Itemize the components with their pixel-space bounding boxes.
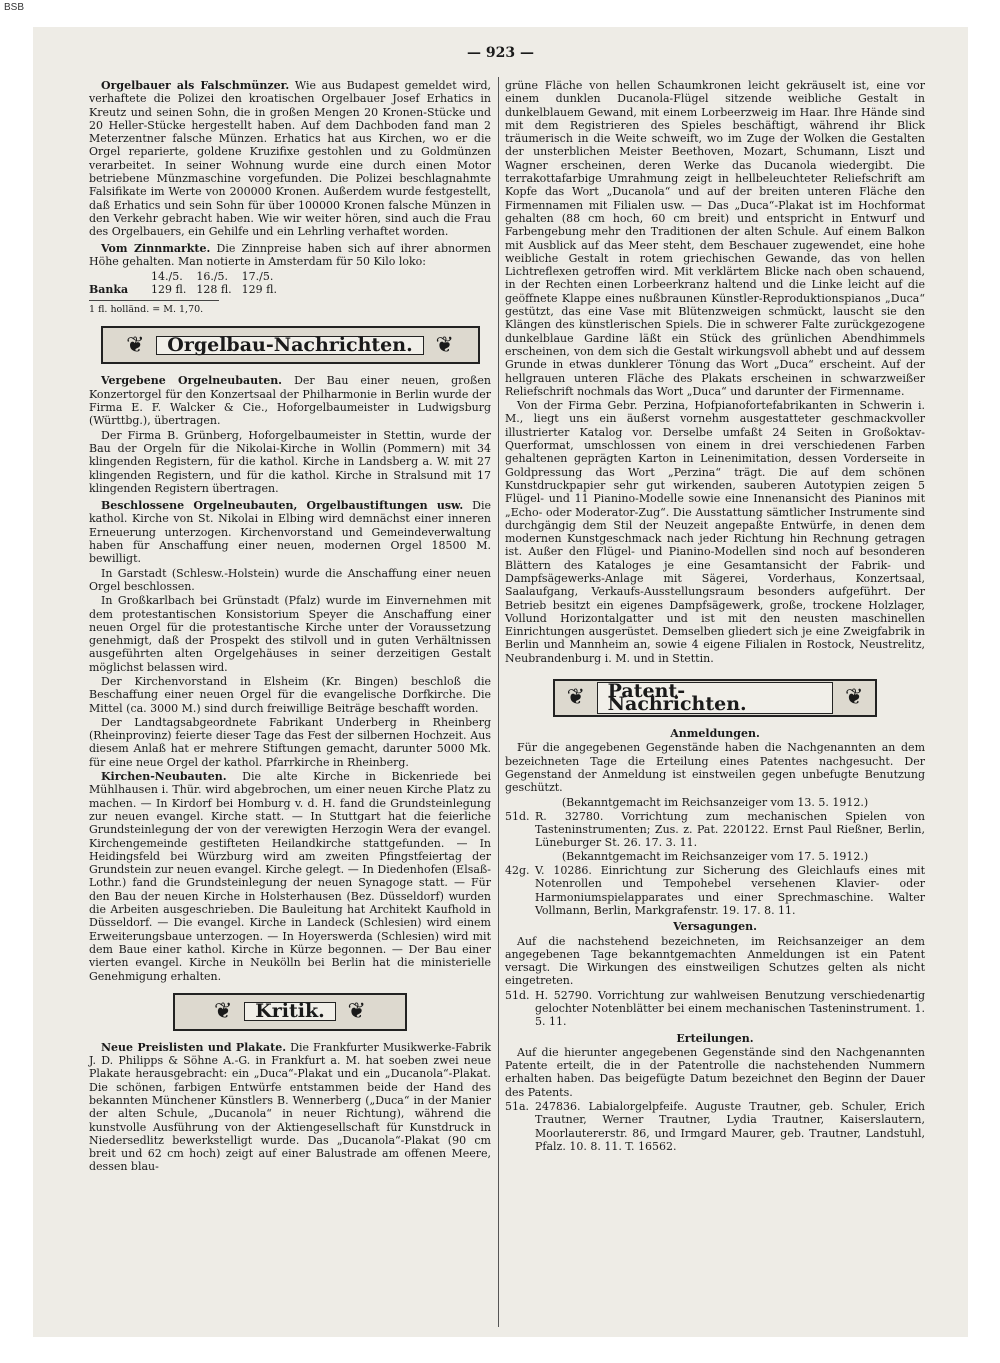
patent-text: V. 10286. Einrichtung zur Sicherung des Gleichlaufs eines mit Notenrollen und Tempohebel versehenen Klavier- oder Harmoniumspielapparates und einer Sprechmaschine. Walter Vollmann, Berlin, Markgrafenstr. 19. 17. 8. 11. <box>535 864 925 917</box>
section-banner-patent <box>553 679 877 717</box>
article-title: Neue Preislisten und Plakate. <box>101 1040 287 1054</box>
paragraph: In Garstadt (Schlesw.-Holstein) wurde die Anschaffung einer neuen Orgel beschlossen. <box>89 566 491 593</box>
article-title: Vergebene Orgelneubauten. <box>101 374 283 388</box>
patent-class: 51d. <box>505 988 530 1002</box>
paragraph: Für die angegebenen Gegenstände haben die Nachgenannten an dem bezeichneten Tage die Erteilung eines Patentes nachgesucht. Der Gegenstand der Anmeldung ist einstweilen gegen unbefugte Benutzung geschützt. <box>505 741 925 795</box>
library-watermark: BSB <box>4 2 25 13</box>
article-beschlossene <box>89 499 491 565</box>
right-column <box>505 79 925 1153</box>
row-label: Banka <box>89 283 129 297</box>
footnote-rule <box>89 300 219 301</box>
patent-class: 51d. <box>505 809 530 823</box>
patent-entry <box>505 864 925 917</box>
patent-text: R. 32780. Vorrichtung zum mechanischen Spielen von Tasteninstrumenten; Zus. z. Pat. 220122. Ernst Paul Rießner, Berlin, Lüneburger St. 26. 17. 3. 11. <box>535 809 925 850</box>
article-vergebene <box>89 374 491 427</box>
section-banner-kritik <box>173 993 407 1031</box>
article-orgelbauer <box>89 79 491 239</box>
article-title: Vom Zinnmarkte. <box>101 241 211 255</box>
table-header-row <box>89 270 287 283</box>
date-cell: 17./5. <box>241 270 274 284</box>
article-kirchen <box>89 770 491 983</box>
article-title: Kirchen-Neubauten. <box>101 770 227 784</box>
price-cell: 128 fl. <box>196 283 232 297</box>
section-title: Kritik. <box>244 1002 336 1021</box>
article-body: Die kathol. Kirche von St. Nikolai in Elbing wird demnächst einer inneren Erneuerung unterzogen. Kirchenvorstand und Gemeindeverwaltung haben für Anschaffung einer neuen, modernen Orgel 18500 M. bewilligt. <box>89 499 491 566</box>
article-body: Die Zinnpreise haben sich auf ihrer abnormen Höhe gehalten. Man notierte in Amsterdam für 50 Kilo loko: <box>89 241 491 268</box>
paragraph: Auf die nachstehend bezeichneten, im Reichsanzeiger an dem angegebenen Tage bekanntgemachten Anmeldungen ist ein Patent versagt. Die Wirkungen des einstweiligen Schutzes gelten als nicht eingetreten. <box>505 934 925 988</box>
subheading-versagungen: Versagungen. <box>673 920 757 934</box>
patent-text: 247836. Labialorgelpfeife. Auguste Trautner, geb. Schuler, Erich Trautner, Werner Trautner, Lydia Trautner, Kaiserslautern, Moorlautererstr. 86, und Irmgard Maurer, geb. Trautner, Landstuhl, Pfalz. 10. 8. 11. T. 16562. <box>535 1100 925 1153</box>
footnote: 1 fl. holländ. = M. 1,70. <box>89 304 204 316</box>
table-row <box>89 283 287 296</box>
column-divider <box>498 77 499 1327</box>
article-perzina: Von der Firma Gebr. Perzina, Hofpianofortefabrikanten in Schwerin i. M., liegt uns ein äußerst vornehm ausgestatteter geschmackvoller illustrierter Katalog vor. Derselbe umfaßt 24 Seiten in Großoktav-Querformat, umschlossen von einem in drei verschiedenen Farben gehaltenen geprägten Karton in Leinenimitation, dessen Vorderseite in Goldpressung das Wort „Perzina“ trägt. Die auf dem schönen Kunstdruckpapier sehr gut wirkenden, sauberen Autotypien zeigen 5 Flügel- und 11 Pianino-Modelle sowie eine Innenansicht des Pianinos mit „Echo- oder Moderator-Zug“. Die Ausstattung sämtlicher Instrumente sind durchgängig dem Stil der Neuzeit angepaßte Entwürfe, in denen dem modernen Kunstgeschmack nach jeder Richtung hin Rechnung getragen ist. Außer den Flügel- und Pianino-Modellen sind noch auf besonderen Blättern des Kataloges je eine Gesamtansicht der Fabrik- und Dampfsägewerks-Anlage mit Sägerei, Vorderhaus, Konzertsaal, Saalaufgang, Verkaufs-Ausstellungsraum besonders aufgeführt. Der Betrieb besitzt ein eigenes Dampfsägewerk, große, trockene Holzlager, Vollund Horizontalgatter und ist mit den neusten maschinellen Einrichtungen ausgerüstet. Demselben gliedert sich je eine Zweigfabrik in Berlin und Mannheim an, sowie 4 eigene Filialen in Rostock, Neustrelitz, Neubrandenburg i. M. und in Stettin. <box>505 399 925 665</box>
section-title: Orgelbau-Nachrichten. <box>156 336 423 355</box>
article-body: Die Frankfurter Musikwerke-Fabrik J. D. Philipps & Söhne A.-G. in Frankfurt a. M. hat soeben zwei neue Plakate herausgebracht: ein „Duca“-Plakat und ein „Ducanola“-Plakat. Die schönen, farbigen Entwürfe entstammen beide der Hand des bekannten Münchener Künstlers B. Wennerberg („Duca“ in der Manier der alten Schule, „Ducanola“ in neuer Richtung), während die kunstvolle Ausführung von der Aktiengesellschaft für Kunstdruck in Niedersedlitz bewerkstelligt wurde. Das „Ducanola“-Plakat (90 cm breit und 62 cm hoch) zeigt auf einer Balustrade am offenen Meere, dessen blau- <box>89 1040 492 1174</box>
article-continuation: grüne Fläche von hellen Schaumkronen leicht gekräuselt ist, eine vor einem dunklen Ducanola-Flügel sitzende weibliche Gestalt in dunkelblauem Gewand, mit einem Lorbeerzweig im Haar. Ihre Hände sind mit dem Registrieren des Spieles beschäftigt, während ihr Blick träumerisch in die Weite schweift, wo im Zuge der Wolken die Gestalten der unsterblichen Meister Beethoven, Mozart, Schumann, Liszt und Wagner erscheinen, deren Werke das Ducanola wiedergibt. Die terrakottafarbige Umrahmung zeigt in hellbeleuchteter Reliefschrift am Kopfe das Wort „Ducanola“ und auf der breiten unteren Fläche den Firmennamen mit Filialen usw. — Das „Duca“-Plakat ist im Hochformat gehalten (88 cm hoch, 60 cm breit) und entspricht in Entwurf und Farbengebung mehr den Traditionen der alten Schule. Auf einem Balkon mit Ausblick auf das Meer steht, dem Beschauer zugewendet, eine hohe weibliche Gestalt in rotem griechischen Gewande, das von hellen Lichtreflexen getroffen wird. Mit verklärtem Blicke nach oben schauend, in der Rechten einen Lorbeerkranz haltend und die Linke leicht auf die geöffnete Klappe eines nußbraunen Künstler-Reproduktionspianos „Duca“ gestützt, das eine Vase mit Blütenzweigen schmückt, lauscht sie den Klängen des künstlerischen Spiels. Die in schwerer Falte zurückgezogene dunkelblaue Gardine läßt ein Stück des grünlichen Abendhimmels erscheinen, von dem sich die Gestalt wirkungsvoll abhebt und auf dessem Grunde in etwas dunklerer Tönung das Wort „Duca“ erscheint. Auf der hellgrauen unteren Fläche des Plakats erscheinen in schwarzweißer Reliefschrift nochmals das Wort „Duca“ und darunter der Firmenname. <box>505 79 925 398</box>
paragraph: Der Kirchenvorstand in Elsheim (Kr. Bingen) beschloß die Beschaffung einer neuen Orgel für die evangelische Dorfkirche. Die Mittel (ca. 3000 M.) sind durch freiwillige Beiträge beschafft worden. <box>89 674 491 715</box>
ornament-icon: ❦ <box>214 999 233 1025</box>
patent-entry <box>505 810 925 850</box>
date-cell: 14./5. <box>151 270 183 284</box>
newspaper-page <box>33 27 968 1337</box>
section-banner-orgelbau <box>101 326 480 364</box>
date-cell: 16./5. <box>196 270 229 284</box>
article-title: Orgelbauer als Falschmünzer. <box>101 79 290 92</box>
patent-entry <box>505 989 925 1029</box>
paragraph: Der Firma B. Grünberg, Hoforgelbaumeister in Stettin, wurde der Bau der Orgeln für die Nikolai-Kirche in Wollin (Pommern) mit 34 klingenden Registern, für die kathol. Kirche in Landsberg a. W. mit 27 klingenden Registern, und für die kathol. Kirche in Stralsund mit 17 klingenden Registern übertragen. <box>89 428 491 495</box>
ornament-icon: ❦ <box>566 685 586 711</box>
article-preislisten <box>89 1041 491 1174</box>
left-column <box>89 79 491 1175</box>
paragraph: Der Landtagsabgeordnete Fabrikant Underberg in Rheinberg (Rheinprovinz) feierte dieser Tage das Fest der silbernen Hochzeit. Aus diesem Anlaß hat er mehrere Stiftungen gemacht, darunter 5000 Mk. für eine neue Orgel der kathol. Pfarrkirche in Rheinberg. <box>89 715 491 769</box>
patent-class: 42g. <box>505 864 530 878</box>
patent-class: 51a. <box>505 1100 530 1114</box>
ornament-icon: ❦ <box>126 332 145 358</box>
ornament-icon: ❦ <box>435 332 454 358</box>
patent-entry <box>505 1100 925 1153</box>
price-cell: 129 fl. <box>151 283 187 297</box>
ornament-icon: ❦ <box>844 685 864 711</box>
tin-price-table <box>89 270 287 296</box>
section-title: Patent-Nachrichten. <box>597 682 834 715</box>
patent-text: H. 52790. Vorrichtung zur wahlweisen Benutzung verschiedenartig gelochter Notenblätter bei einem mechanischen Tasteninstrument. 1. 5. 11. <box>535 988 925 1029</box>
subheading-erteilungen: Erteilungen. <box>676 1031 754 1045</box>
page-number: — 923 — <box>467 45 534 61</box>
price-cell: 129 fl. <box>241 283 277 297</box>
article-body: Die alte Kirche in Bickenriede bei Mühlhausen i. Thür. wird abgebrochen, um einer neuen Kirche Platz zu machen. — In Kirdorf bei Homburg v. d. H. fand die Grundsteinlegung zur neuen evangel. Kirche statt. — In Stuttgart hat die feierliche Grundsteinlegung der von der verewigten Herzogin Wera der evangel. Kirchengemeinde gestifteten Heilandkirche stattgefunden. — In Heidingsfeld bei Würzburg wird am zweiten Pfingstfeiertag der Grundstein zur neuen evangel. Kirche gelegt. — In Diedenhofen (Elsaß-Lothr.) fand die Grundsteinlegung der neuen Synagoge statt. — Für den Bau der neuen Kirche in Holsterhausen (Bez. Düsseldorf) wurden die Arbeiten ausgeschrieben. Die Bauleitung hat Architekt Kaufhold in Düsseldorf. — Die evangel. Kirche in Landeck (Schlesien) wird einem Erweiterungsbaue unterzogen. — In Hoyerswerda (Schlesien) wird mit dem Baue einer kathol. Kirche in Kürze begonnen. — Der Bau einer vierten evangel. Kirche in Neukölln bei Berlin hat die ministerielle Genehmigung erhalten. <box>89 770 491 983</box>
article-title: Beschlossene Orgelneubauten, Orgelbaustiftungen usw. <box>101 499 464 513</box>
announcement-date: (Bekanntgemacht im Reichsanzeiger vom 17. 5. 1912.) <box>561 849 869 863</box>
ornament-icon: ❦ <box>347 999 366 1025</box>
paragraph: In Großkarlbach bei Grünstadt (Pfalz) wurde im Einvernehmen mit dem protestantischen Konsistorium Speyer die Anschaffung einer neuen Orgel für die protestantische Kirche unter der Voraussetzung genehmigt, daß der Prospekt des stilvoll und in guten Verhältnissen ausgeführten alten Orgelgehäuses in seiner derzeitigen Gestalt möglichst belassen wird. <box>89 594 491 674</box>
announcement-date: (Bekanntgemacht im Reichsanzeiger vom 13. 5. 1912.) <box>561 795 869 809</box>
paragraph: Auf die hierunter angegebenen Gegenstände sind den Nachgenannten Patente erteilt, die in der Patentrolle die nachstehenden Nummern erhalten haben. Das beigefügte Datum bezeichnet den Beginn der Dauer des Patents. <box>505 1045 925 1099</box>
article-zinnmarkt <box>89 242 491 269</box>
article-body: Der Bau einer neuen, großen Konzertorgel für den Konzertsaal der Philharmonie in Berlin wurde der Firma E. F. Walcker & Cie., Hoforgelbaumeister in Ludwigsburg (Württbg.), übertragen. <box>89 374 491 428</box>
subheading-anmeldungen: Anmeldungen. <box>670 727 760 741</box>
article-body: Wie aus Budapest gemeldet wird, verhaftete die Polizei den kroatischen Orgelbauer Josef Erhatics in Kreutz und seinen Sohn, die in großen Mengen 20 Kronen-Stücke und 20 Heller-Stücke hergestellt haben. Auf dem Dachboden fand man 2 Meterzentner falsche Münzen. Erhatics hat aus Kirchen, wo er die Orgel reparierte, goldene Kruzifixe gestohlen und zu Goldmünzen verarbeitet. In seiner Wohnung wurde eine durch einen Motor betriebene Münzmaschine vorgefunden. Die Polizei beschlagnahmte Falsifikate im Werte von 200000 Kronen. Außerdem wurde festgestellt, daß Erhatics und sein Sohn für über 100000 Kronen falsche Münzen in den Verkehr gebracht haben. Wie wir weiter hören, sind auch die Frau des Orgelbauers, ein Gehilfe und ein Lehrling verhaftet worden. <box>89 79 491 239</box>
